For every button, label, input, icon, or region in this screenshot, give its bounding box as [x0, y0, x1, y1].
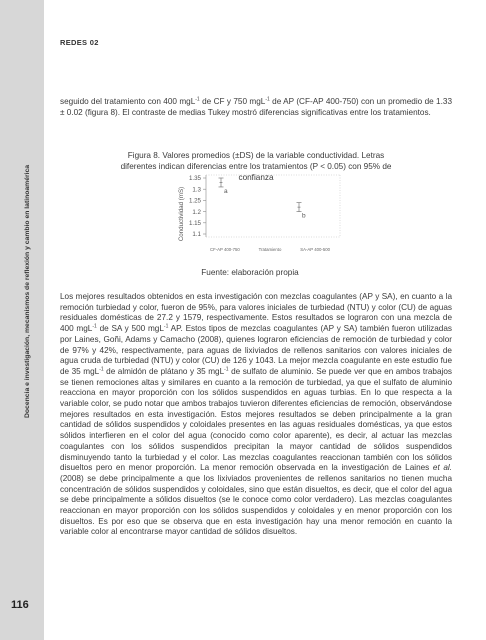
body-text: de sulfato de aluminio. Se puede ver que en ambos trabajos se tienen remociones altas y similares en cuanto a la remoción de turbiedad, ya que el sulfato de aluminio reacciona en mayor proporción con los sólidos suspendidos en aguas turbias. En lo que respecta a la variable color, se pudo notar que ambos trabajos tuvieron diferentes eficiencias de remoción, observándose mejores resultados en esta investigación. Estos mejores resultados se deben principalmente a la gran cantidad de sólidos suspendidos y coloidales presentes en las aguas residuales domésticas, ya que estos sólidos interfieren en el color del agua (conocido como color aparente), es decir, al actuar las mezclas coagulantes con los sólidos suspendidos precipitan la mayor cantidad de sólidos suspendidos disminuyendo tanto la turbiedad y el color. Las mezclas coagulantes reaccionan también con los sólidos disueltos pero en menor proporción. La menor remoción observada en la investigación de Laines: [60, 366, 452, 473]
y-tick-label: 1.2: [192, 208, 201, 216]
body-superscript: -1: [163, 323, 169, 330]
y-ticks: [189, 175, 206, 238]
body-italic: et al.: [432, 463, 452, 473]
x-tick-cf-ap: CF-AP 400-750: [210, 247, 240, 252]
body-superscript: -1: [99, 366, 104, 373]
body-paragraph: [60, 292, 452, 538]
body-text: Los mejores resultados obtenidos en esta investigación con mezclas coagulantes (AP y SA), en cuanto a la remoción turbiedad y color, fueron de 95%, para valores iniciales de turbiedad (NTU) y color (CU) de aguas residuales domésticas de 27.2 y 1579, respectivamente. Estos resultados se lograron con una mezcla de 400 mgL: [60, 292, 452, 334]
y-tick-label: 1.35: [188, 175, 201, 183]
y-tick-label: 1.25: [188, 197, 201, 205]
body-superscript: -1: [92, 323, 97, 330]
y-tick-label: 1.1: [192, 231, 201, 239]
y-tick-label: 1.3: [192, 186, 201, 194]
figure-source: Fuente: elaboración propia: [201, 268, 299, 277]
body-text: de almidón de plátano y 35 mgL: [103, 366, 225, 376]
intro-superscript: -1: [265, 96, 270, 103]
figure-caption: Figura 8. Valores promedios (±DS) de la variable conductividad. Letras diferentes indican diferencias entre los tratamientos (P < 0.05) con 95% de confianza: [120, 151, 392, 182]
x-tick-sa-ap: SA-AP 400-500: [300, 247, 330, 252]
significance-letter: a: [224, 187, 228, 195]
intro-paragraph: [60, 97, 452, 118]
data-points: [219, 178, 307, 220]
intro-superscript: -1: [195, 96, 200, 103]
intro-text: de AP (CF-AP 400-750) con un promedio de 1.33 ± 0.02 (figura 8). El contraste de medias Tukey mostró diferencias significativas entre los tratamientos.: [60, 97, 452, 117]
intro-text: de CF y 750 mgL: [199, 97, 266, 106]
body-text: (2008) se debe principalmente a que los lixiviados provenientes de rellenos sanitarios no tienen mucha concentración de sólidos suspendidos y coloidales, sino que están disueltos, es decir, que el color del agua se debe principalmente a sólidos disueltos (se le conoce como color verdadero). Las mezclas coagulantes reaccionan en mayor proporción con los sólidos suspendidos y coloidales y en menor proporción con los disueltos. Es por eso que se observa que en esta investigación hay una menor remoción en cuanto la variable color al encontrarse mayor cantidad de sólidos disueltos.: [60, 473, 452, 537]
running-header: REDES 02: [60, 38, 99, 47]
significance-letter: b: [302, 212, 306, 220]
x-axis-label: Tratamiento: [258, 247, 282, 252]
side-label: Docencia e investigación, mecanismos de reflexión y cambio en latinoamérica: [24, 164, 31, 418]
y-tick-label: 1.15: [188, 220, 201, 227]
body-superscript: -1: [224, 366, 229, 373]
page-number: 116: [11, 599, 29, 611]
body-text: AP. Estos tipos de mezclas coagulantes (AP y SA) también fueron utilizadas por Laines, Goñi, Adams y Camacho (2008), quienes lograron eficiencias de remoción de turbiedad y color de 97% y 42%, respectivamente, para aguas de lixiviados de rellenos sanitarios con valores iniciales de agua cruda de turbiedad (NTU) y color (CU) de 126 y 1043. La mejor mezcla coagulante en este estudio fue de 35 mgL: [60, 324, 452, 376]
intro-text: seguido del tratamiento con 400 mgL: [60, 97, 196, 106]
body-text: de SA y 500 mgL: [96, 324, 164, 334]
y-axis-label: Conductividad (mS): [178, 186, 185, 242]
conductividad-chart: [174, 171, 352, 263]
